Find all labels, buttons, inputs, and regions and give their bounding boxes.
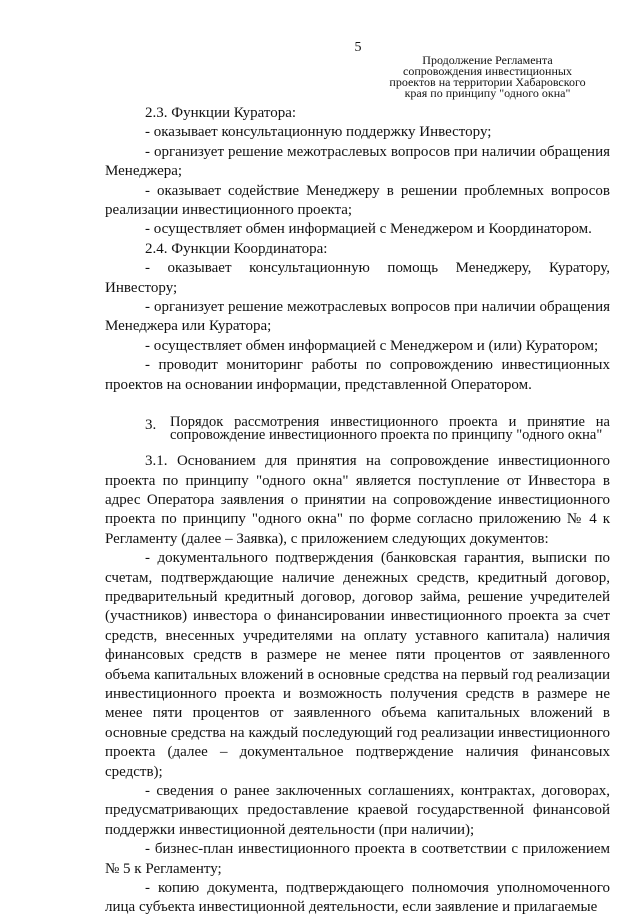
paragraph: - оказывает консультационную помощь Менеджеру, Куратору, Инвестору; (105, 260, 610, 296)
list-item: - сведения о ранее заключенных соглашениях, контрактах, договорах, предусматривающих предоставление краевой государственной финансовой поддержки инвестиционной деятельности (при наличии); (105, 783, 610, 838)
page-number: 5 (354, 40, 362, 55)
subsection-heading-2-4: 2.4. Функции Координатора: (145, 240, 328, 257)
section-heading-3 (105, 416, 610, 442)
subsection-heading-2-3: 2.3. Функции Куратора: (145, 105, 297, 121)
list-item: - копию документа, подтверждающего полномочия уполномоченного лица субъекта инвестиционной деятельности, если заявление и прилагаемые (105, 880, 610, 916)
paragraph: - проводит мониторинг работы по сопровождению инвестиционных проектов на основании информации, представленной Оператором. (105, 357, 610, 393)
paragraph: - осуществляет обмен информацией с Менеджером и (или) Куратором; (145, 337, 599, 354)
running-header-line: сопровождения инвестиционных (403, 64, 572, 78)
paragraph: - осуществляет обмен информацией с Менеджером и Координатором. (145, 221, 592, 238)
section-title: Порядок рассмотрения инвестиционного проекта и принятие на сопровождение инвестиционного проекта по принципу "одного окна" (170, 414, 610, 444)
running-header-line: Продолжение Регламента (422, 53, 553, 67)
paragraph: - оказывает содействие Менеджеру в решении проблемных вопросов реализации инвестиционного проекта; (105, 182, 610, 219)
running-header (380, 55, 595, 99)
section-number: 3. (145, 417, 157, 434)
running-header-line: края по принципу "одного окна" (404, 86, 571, 100)
paragraph: - оказывает консультационную поддержку Инвестору; (145, 124, 492, 141)
paragraph: 3.1. Основанием для принятия на сопровождение инвестиционного проекта по принципу "одного окна" является поступление от Инвестора в адрес Оператора заявления о принятии на сопровождение инвестиционного проекта по принципу "одного окна" по форме согласно приложению № 4 к Регламенту (далее – Заявка), с приложением следующих документов: (105, 453, 610, 547)
document-body (105, 104, 610, 918)
running-header-line: проектов на территории Хабаровского (389, 75, 586, 89)
list-item: - документального подтверждения (банковская гарантия, выписки по счетам, подтверждающие наличие денежных средств, кредитный договор, предварительный кредитный договор, договор займа, решение учредителей (участников) инвестора о финансировании инвестиционного проекта за счет средств, внесенных учредителями на оплату уставного капитала) наличия финансовых средств в размере не менее пяти процентов от заявленного объема капитальных вложений в основные средства на первый год реализации инвестиционного проекта и возможность получения средств в размере не менее пяти процентов от заявленного объема капитальных вложений в основные средства на каждый последующий год реализации инвестиционного проекта (далее – документальное подтверждение наличия финансовых средств); (105, 550, 610, 780)
paragraph: - организует решение межотраслевых вопросов при наличии обращения Менеджера или Куратора; (105, 299, 610, 335)
paragraph: - организует решение межотраслевых вопросов при наличии обращения Менеджера; (105, 143, 610, 180)
list-item: - бизнес-план инвестиционного проекта в соответствии с приложением № 5 к Регламенту; (105, 841, 610, 877)
